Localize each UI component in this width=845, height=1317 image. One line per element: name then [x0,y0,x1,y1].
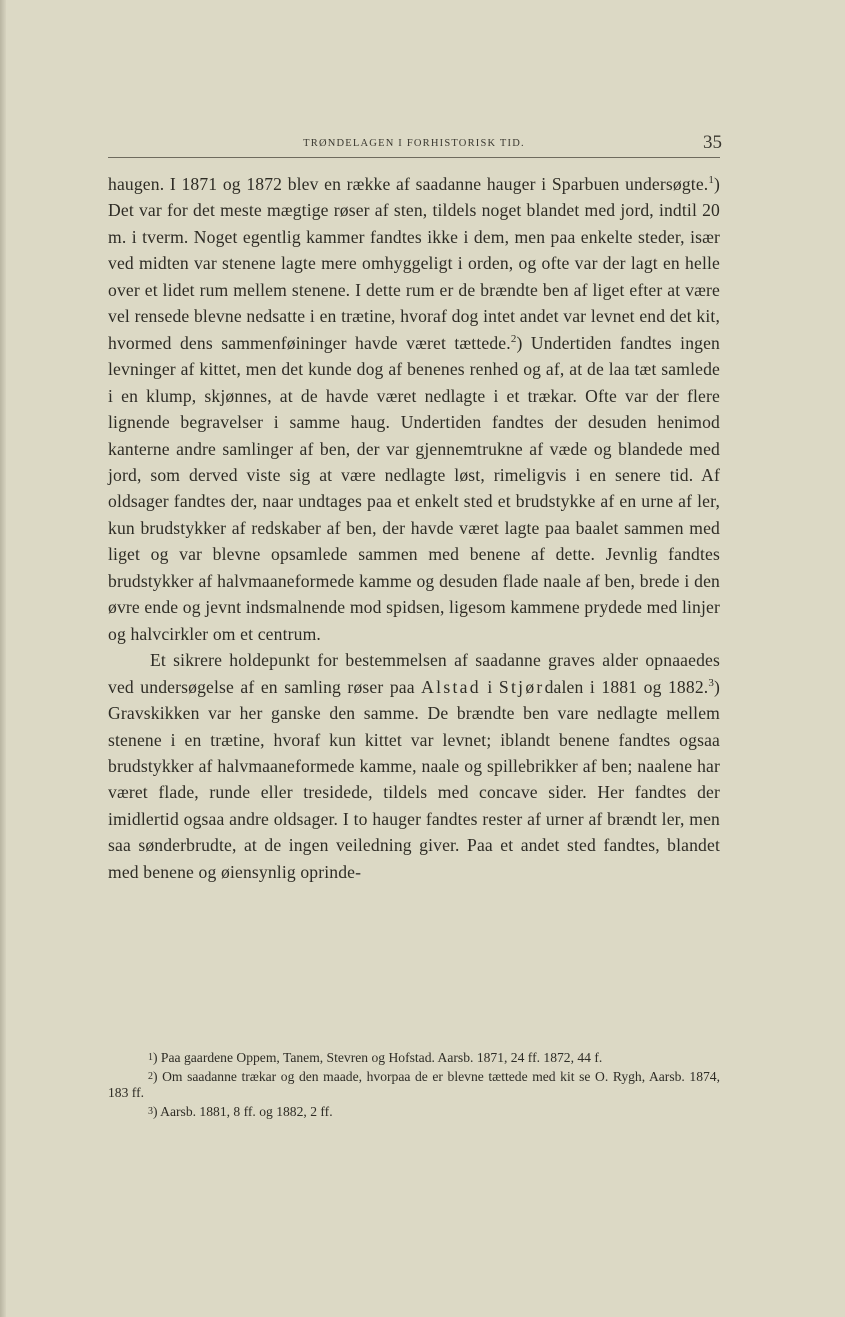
footnote-ref-1: 1 [708,174,714,187]
page-edge [0,0,6,1317]
footnote-ref-2: 2 [510,332,517,345]
paragraph-1 [108,171,720,647]
footnote-mark: 1 [148,1052,153,1063]
footnote-mark: 3 [148,1105,153,1117]
footnote-text: ) Aarsb. 1881, 8 ff. og 1882, 2 ff. [153,1103,333,1119]
text-segment: haugen. I 1871 og 1872 blev en række af saadanne hauger i Sparbuen undersøgte. [108,174,709,194]
footnote-3 [108,1104,720,1121]
page-header [108,130,720,162]
text-segment: i [480,676,499,697]
text-segment: dalen i 1881 og 1882. [544,676,709,697]
place-name-alstad: Alstad [421,676,481,697]
footnote-text: ) Om saadanne trækar og den maade, hvorpaa de er blevne tættede med kit se O. Rygh, Aarsb. 1874, 183 ff. [108,1068,720,1100]
footnote-ref-3: 3 [708,676,714,689]
running-head: TRØNDELAGEN I FORHISTORISK TID. [303,138,525,149]
text-segment: Et sikrere holdepunkt for bestemmelsen af saadanne graves alder opnaaedes ved undersøgelse af en samling røser paa [108,650,720,697]
footnote-1 [108,1050,720,1067]
header-rule [108,157,720,158]
page-number: 35 [703,132,722,153]
text-segment: ) Undertiden fandtes ingen levninger af kittet, men det kunde dog af benenes renhed og af, at de laa tæt samlede i en klump, skjønnes, at de havde været nedlagte i et trækar. Ofte var der flere lignende begravelser i samme haug. Undertiden fandtes der desuden henimod kanterne andre samlinger af ben, der var gjennemtrukne af væde og blandede med jord, som derved viste sig at være nedlagte løst, rimeligvis i en senere tid. Af oldsager fandtes der, naar undtages paa et enkelt sted et brudstykke af en urne af ler, kun brudstykker af redskaber af ben, der havde været lagte paa baalet sammen med liget og var blevne opsamlede sammen med benene af dette. Jevnlig fandtes brudstykker af halvmaaneformede kamme og desuden flade naale af ben, brede i den øvre ende og jevnt indsmalnende mod spidsen, ligesom kammene prydede med linjer og halvcirkler om et centrum. [108,332,721,644]
text-segment: ) Det var for det meste mægtige røser af sten, tildels noget blandet med jord, indtil 20 m. i tverm. Noget egentlig kammer fandtes ikke i dem, men paa enkelte steder, især ved midten var stenene lagte mere omhyggeligt i orden, og ofte var der lagt en helle over et lidet rum mellem stenene. I dette rum er de brændte ben af liget efter at være vel rensede blevne nedsatte i en trætine, hvoraf dog intet andet var levnet end det kit, hvormed dens sammenføininger havde været tættede. [108,174,720,353]
footnote-2 [108,1069,720,1102]
footnote-mark: 2 [148,1070,153,1082]
text-segment: ) Gravskikken var her ganske den samme. De brændte ben vare nedlagte mellem stenene i en trætine, hvoraf kun kittet var levnet; iblandt benene fandtes ogsaa brudstykker af halvmaaneformede kamme, naale og spillebrikker af ben; naalene har været flade, runde eller tresidede, tildels med concave sider. Her fandtes der imidlertid ogsaa andre oldsager. I to hauger fandtes rester af urner af brændt ler, men saa sønderbrudte, at de ingen veiledning giver. Paa et andet sted fandtes, blandet med benene og øiensynlig oprinde- [108,676,720,882]
footnote-text: ) Paa gaardene Oppem, Tanem, Stevren og Hofstad. Aarsb. 1871, 24 ff. 1872, 44 f. [153,1050,603,1065]
paragraph-2 [108,647,720,885]
place-name-stjordalen: Stjør [498,676,545,697]
footnotes [108,1050,720,1122]
body-text [108,171,720,885]
